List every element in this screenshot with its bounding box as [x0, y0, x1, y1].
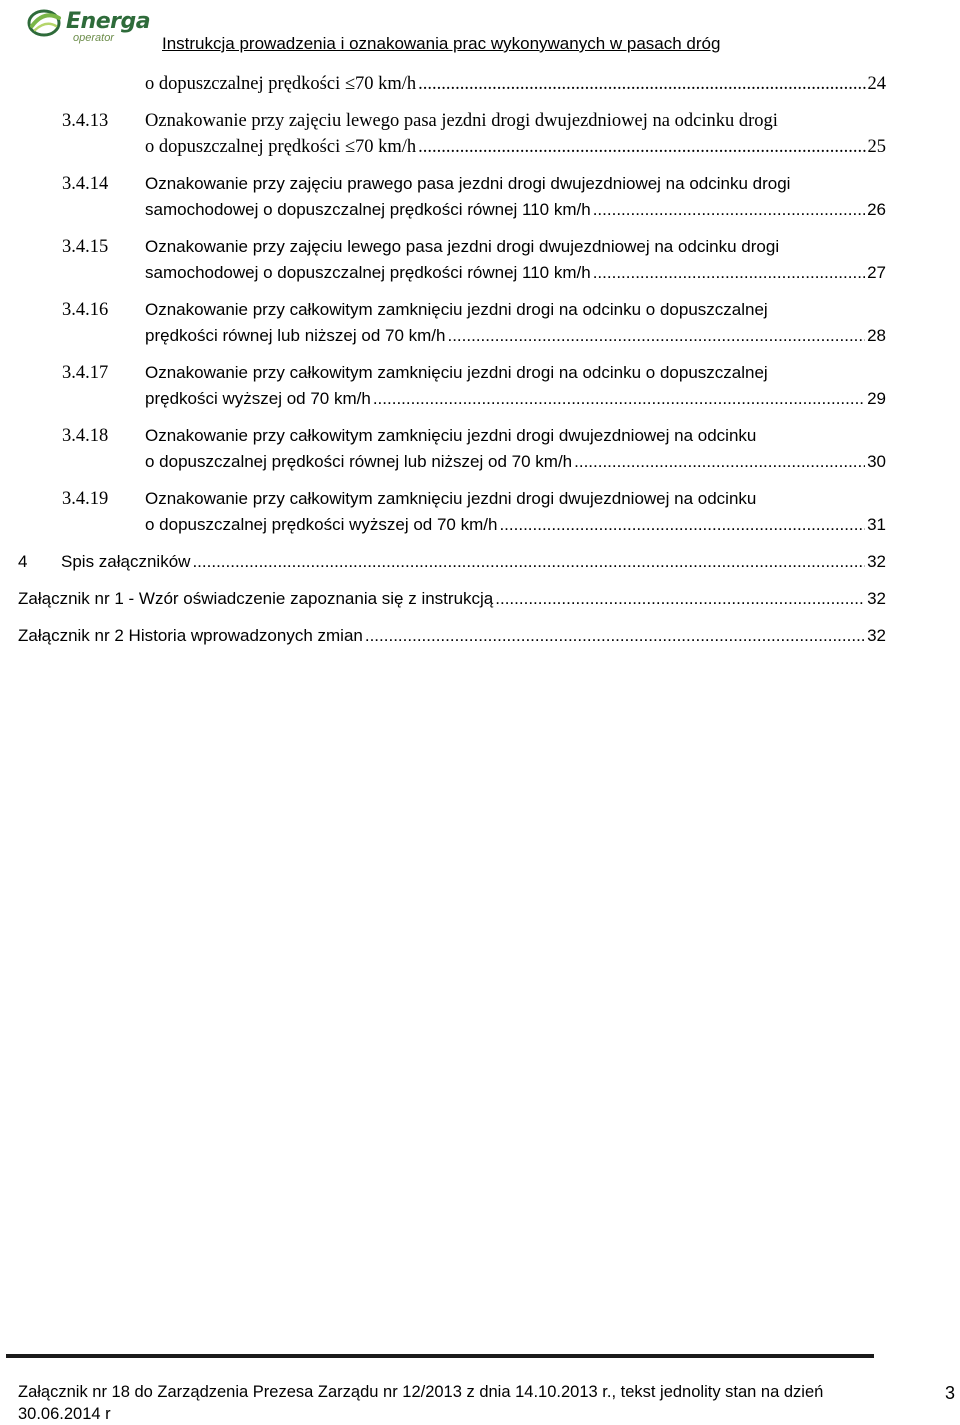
- toc-dot-leader: [495, 589, 865, 609]
- toc-dot-leader: [593, 263, 865, 283]
- toc-entry-text: Oznakowanie przy zajęciu lewego pasa jezdni drogi dwujezdniowej na odcinku drogi: [145, 237, 780, 256]
- toc-entry-line[interactable]: [145, 363, 768, 383]
- toc-entry-line[interactable]: [145, 174, 790, 194]
- footer-line-2: 30.06.2014 r: [18, 1405, 111, 1423]
- toc-entry-line[interactable]: [145, 200, 886, 220]
- document-header-title: Instrukcja prowadzenia i oznakowania prac wykonywanych w pasach dróg: [162, 34, 721, 53]
- toc-entry-text: Oznakowanie przy zajęciu prawego pasa jezdni drogi dwujezdniowej na odcinku drogi: [145, 174, 791, 193]
- toc-entry-line[interactable]: [145, 426, 756, 446]
- energa-operator-logo: [26, 6, 156, 46]
- toc-page-number: 24: [867, 74, 886, 94]
- toc-entry-number: 3.4.19: [62, 489, 109, 509]
- toc-section-number: 4: [18, 552, 28, 571]
- toc-entry-text: o dopuszczalnej prędkości ≤70 km/h: [145, 137, 417, 157]
- toc-entry-number: 3.4.14: [62, 174, 109, 194]
- toc-entry-text: Oznakowanie przy zajęciu lewego pasa jezdni drogi dwujezdniowej na odcinku drogi: [145, 111, 778, 131]
- logo-mark-icon: [26, 6, 66, 40]
- toc-entry-line[interactable]: [145, 137, 886, 157]
- toc-page-number: 32: [867, 626, 886, 645]
- toc-entry-zalacznik-2[interactable]: [18, 626, 886, 646]
- toc-entry-text: Oznakowanie przy całkowitym zamknięciu jezdni drogi na odcinku o dopuszczalnej: [145, 300, 768, 319]
- logo-sub: operator: [73, 32, 114, 44]
- toc-page-number: 28: [867, 326, 886, 345]
- toc-page-number: 32: [867, 552, 886, 571]
- toc-dot-leader: [418, 74, 865, 94]
- toc-entry-text: o dopuszczalnej prędkości ≤70 km/h: [145, 74, 417, 94]
- toc-entry-line[interactable]: [145, 389, 886, 409]
- toc-dot-leader: [365, 626, 865, 646]
- footer-page-number: 3: [945, 1383, 956, 1403]
- toc-entry-text: o dopuszczalnej prędkości równej lub niższej od 70 km/h: [145, 452, 573, 471]
- toc-page-number: 29: [867, 389, 886, 408]
- toc-entry-text: Załącznik nr 1 - Wzór oświadczenie zapoznania się z instrukcją: [18, 589, 494, 608]
- toc-entry-line[interactable]: [145, 326, 886, 346]
- toc-entry-line[interactable]: [145, 263, 886, 283]
- toc-page-number: 25: [867, 137, 886, 157]
- toc-entry-number: 3.4.18: [62, 426, 109, 446]
- footer-line-1: Załącznik nr 18 do Zarządzenia Prezesa Zarządu nr 12/2013 z dnia 14.10.2013 r., tekst jednolity stan na dzień: [18, 1383, 824, 1401]
- toc-entry-text: samochodowej o dopuszczalnej prędkości równej 110 km/h: [145, 200, 591, 219]
- toc-entry-number: 3.4.15: [62, 237, 109, 257]
- toc-entry-line[interactable]: [145, 515, 886, 535]
- toc-page-number: 30: [867, 452, 886, 471]
- toc-section-spis-zalacznikow[interactable]: [61, 552, 886, 572]
- toc-page-number: 26: [867, 200, 886, 219]
- toc-entry-number: 3.4.16: [62, 300, 109, 320]
- toc-entry-text: Spis załączników: [61, 552, 191, 571]
- toc-entry-text: o dopuszczalnej prędkości wyższej od 70 km/h: [145, 515, 498, 534]
- toc-entry-text: Oznakowanie przy całkowitym zamknięciu jezdni drogi dwujezdniowej na odcinku: [145, 489, 757, 508]
- toc-entry-text: Załącznik nr 2 Historia wprowadzonych zmian: [18, 626, 363, 645]
- toc-entry-line[interactable]: [145, 111, 778, 131]
- toc-entry-continuation[interactable]: [145, 74, 886, 94]
- toc-entry-line[interactable]: [145, 452, 886, 472]
- toc-entry-text: prędkości równej lub niższej od 70 km/h: [145, 326, 446, 345]
- toc-entry-number: 3.4.13: [62, 111, 109, 131]
- toc-entry-text: Oznakowanie przy całkowitym zamknięciu jezdni drogi na odcinku o dopuszczalnej: [145, 363, 768, 382]
- toc-entry-number: 3.4.17: [62, 363, 109, 383]
- toc-entry-zalacznik-1[interactable]: [18, 589, 886, 609]
- toc-dot-leader: [499, 515, 865, 535]
- toc-dot-leader: [373, 389, 865, 409]
- toc-entry-text: prędkości wyższej od 70 km/h: [145, 389, 371, 408]
- toc-dot-leader: [593, 200, 865, 220]
- footer-divider: [6, 1354, 874, 1358]
- toc-entry-line[interactable]: [145, 237, 779, 257]
- toc-dot-leader: [192, 552, 865, 572]
- toc-dot-leader: [418, 137, 865, 157]
- toc-entry-line[interactable]: [145, 300, 768, 320]
- footer-text: [18, 1381, 888, 1425]
- toc-entry-text: Oznakowanie przy całkowitym zamknięciu jezdni drogi dwujezdniowej na odcinku: [145, 426, 757, 445]
- toc-page-number: 31: [867, 515, 886, 534]
- toc-entry-line[interactable]: [145, 489, 756, 509]
- toc-page-number: 27: [867, 263, 886, 282]
- toc-page-number: 32: [867, 589, 886, 608]
- logo-word: Energa: [66, 9, 151, 34]
- toc-dot-leader: [447, 326, 865, 346]
- toc-entry-text: samochodowej o dopuszczalnej prędkości równej 110 km/h: [145, 263, 591, 282]
- toc-dot-leader: [574, 452, 865, 472]
